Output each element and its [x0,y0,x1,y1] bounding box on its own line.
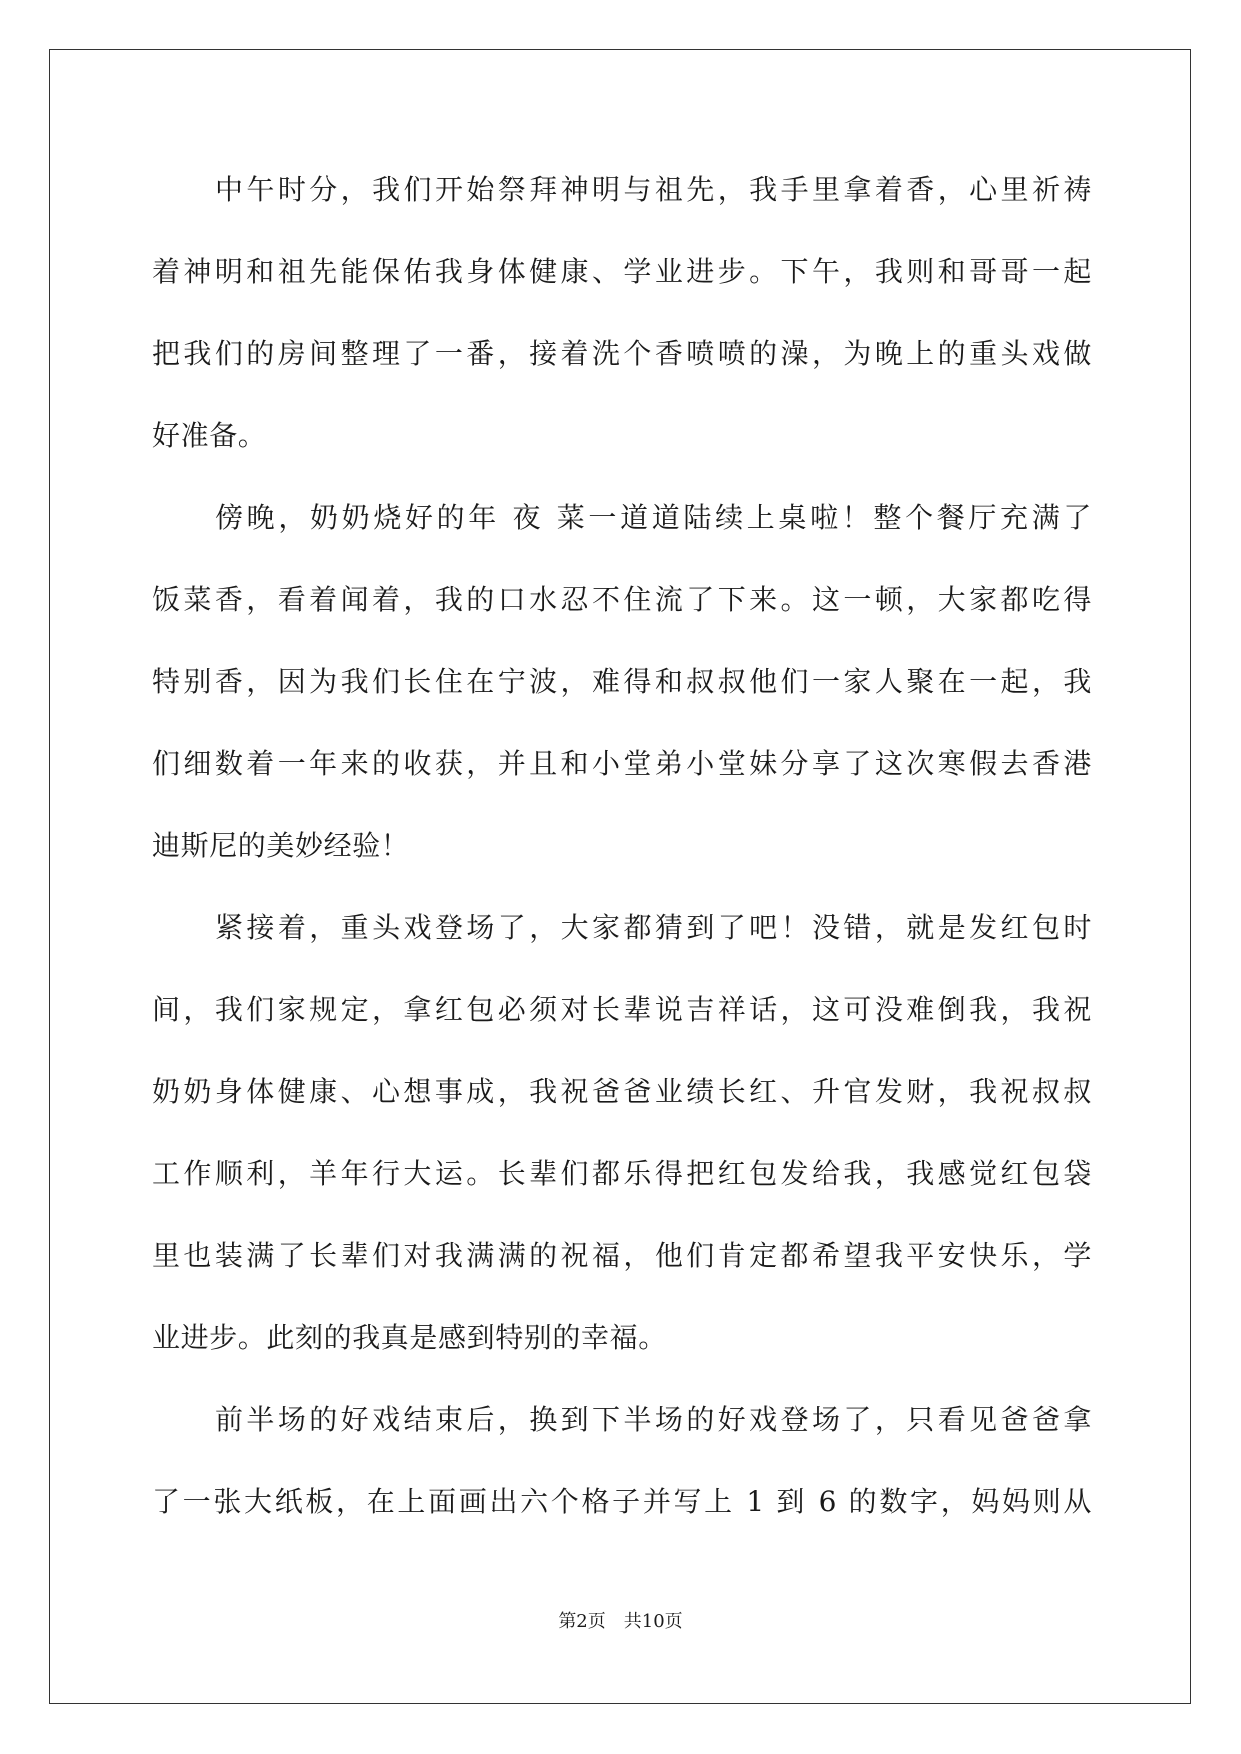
paragraph-3-line-4: 工作顺利，羊年行大运。长辈们都乐得把红包发给我，我感觉红包袋 [152,1157,1092,1190]
paragraph-3-line-1: 紧接着，重头戏登场了，大家都猜到了吧！没错，就是发红包时 [215,911,1092,944]
paragraph-3-line-3: 奶奶身体健康、心想事成，我祝爸爸业绩长红、升官发财，我祝叔叔 [152,1075,1092,1108]
page-number: 第2页 [558,1611,606,1632]
page-footer [0,1607,1241,1633]
paragraph-1-line-2: 着神明和祖先能保佑我身体健康、学业进步。下午，我则和哥哥一起 [152,255,1092,288]
paragraph-3-line-5: 里也装满了长辈们对我满满的祝福，他们肯定都希望我平安快乐，学 [152,1239,1092,1272]
paragraph-2-line-2: 饭菜香，看着闻着，我的口水忍不住流了下来。这一顿，大家都吃得 [152,583,1092,616]
paragraph-4-line-2: 了一张大纸板，在上面画出六个格子并写上 1 到 6 的数字，妈妈则从 [152,1485,1092,1518]
paragraph-3-line-2: 间，我们家规定，拿红包必须对长辈说吉祥话，这可没难倒我，我祝 [152,993,1092,1026]
document-body [152,160,1092,1554]
paragraph-2-line-3: 特别香，因为我们长住在宁波，难得和叔叔他们一家人聚在一起，我 [152,665,1092,698]
paragraph-1-line-4: 好准备。 [152,419,267,452]
page-total: 共10页 [623,1611,683,1632]
paragraph-1-line-3: 把我们的房间整理了一番，接着洗个香喷喷的澡，为晚上的重头戏做 [152,337,1092,370]
paragraph-2-line-4: 们细数着一年来的收获，并且和小堂弟小堂妹分享了这次寒假去香港 [152,747,1092,780]
paragraph-4-line-1: 前半场的好戏结束后，换到下半场的好戏登场了，只看见爸爸拿 [215,1403,1092,1436]
paragraph-2-line-1: 傍晚，奶奶烧好的年 夜 菜一道道陆续上桌啦！整个餐厅充满了 [215,501,1092,534]
paragraph-3-line-6: 业进步。此刻的我真是感到特别的幸福。 [152,1321,667,1354]
paragraph-2-line-5: 迪斯尼的美妙经验！ [152,829,410,862]
paragraph-1-line-1: 中午时分，我们开始祭拜神明与祖先，我手里拿着香，心里祈祷 [215,173,1092,206]
